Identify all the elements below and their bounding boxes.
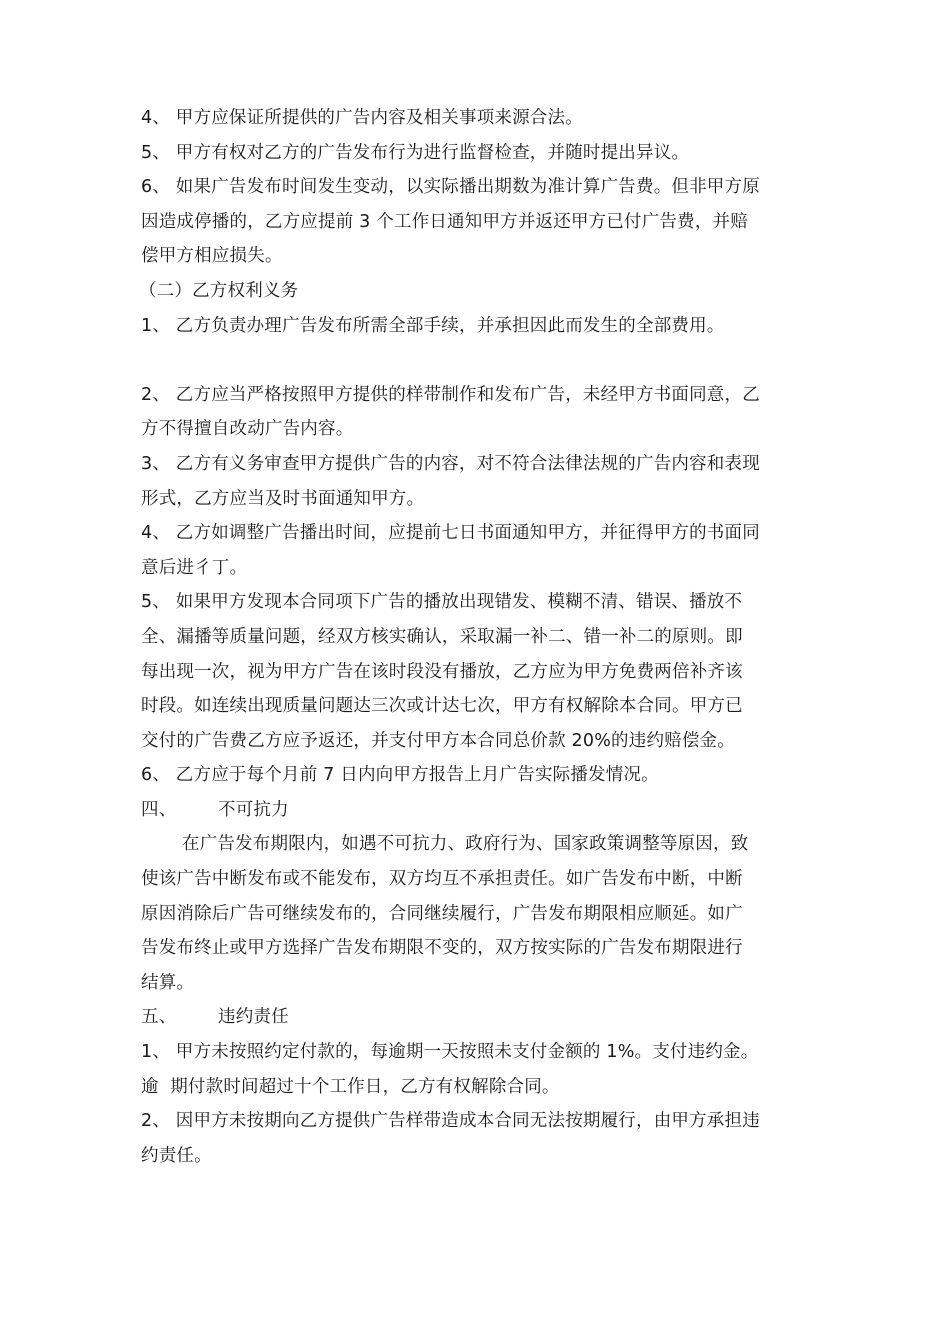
section-number: 四、: [141, 799, 177, 820]
clause-b5-line-3: 每出现一次，视为甲方广告在该时段没有播放，乙方应为甲方免费两倍补齐该: [141, 661, 743, 682]
clause-b5-line-2: 全、漏播等质量问题，经双方核实确认，采取漏一补二、错一补二的原则。即: [141, 626, 743, 647]
section-number: 五、: [141, 1007, 177, 1028]
force-majeure-line-2: 使该广告中断发布或不能发布，双方均互不承担责任。如广告发布中断，中断: [141, 869, 743, 890]
blank-line: [141, 343, 813, 378]
section-breach-liability-heading: [141, 1000, 813, 1035]
force-majeure-line-4: 告发布终止或甲方选择广告发布期限不变的，双方按实际的广告发布期限进行: [141, 938, 743, 959]
clause-b1-line: 1、 乙方负责办理广告发布所需全部手续，并承担因此而发生的全部费用。: [141, 315, 725, 336]
clause-a6-line-3: 偿甲方相应损失。: [141, 246, 283, 267]
clause-b6-line: 6、 乙方应于每个月前 7 日内向甲方报告上月广告实际播发情况。: [141, 765, 659, 786]
breach-2-line-2: 约责任。: [141, 1145, 212, 1166]
section-force-majeure-heading: [141, 793, 813, 828]
document-body: [141, 101, 813, 1173]
breach-2-line-1: 2、 因甲方未按期向乙方提供广告样带造成本合同无法按期履行，由甲方承担违: [141, 1111, 760, 1132]
clause-b2-line-2: 方不得擅自改动广告内容。: [141, 419, 354, 440]
section-title: 不可抗力: [218, 799, 289, 820]
clause-b4-line-1: 4、 乙方如调整广告播出时间，应提前七日书面通知甲方，并征得甲方的书面同: [141, 523, 760, 544]
force-majeure-line-5: 结算。: [141, 972, 195, 993]
section-title: 违约责任: [218, 1007, 289, 1028]
clause-b3-line-2: 形式，乙方应当及时书面通知甲方。: [141, 488, 425, 509]
clause-b3-line-1: 3、 乙方有义务审查甲方提供广告的内容，对不符合法律法规的广告内容和表现: [141, 453, 760, 474]
clause-a4-line: 4、 甲方应保证所提供的广告内容及相关事项来源合法。: [141, 108, 583, 128]
breach-1-line-1: 1、 甲方未按照约定付款的，每逾期一天按照未支付金额的 1%。支付违约金。: [141, 1042, 759, 1063]
force-majeure-line-3: 原因消除后广告可继续发布的，合同继续履行，广告发布期限相应顺延。如广: [141, 903, 743, 924]
clause-a6-line-1: 6、 如果广告发布时间发生变动，以实际播出期数为准计算广告费。但非甲方原: [141, 177, 760, 198]
clause-b5-line-4: 时段。如连续出现质量问题达三次或计达七次，甲方有权解除本合同。甲方已: [141, 696, 743, 717]
clause-b4-line-2: 意后进彳丁。: [141, 557, 248, 578]
clause-a5-line: 5、 甲方有权对乙方的广告发布行为进行监督检查，并随时提出异议。: [141, 142, 690, 163]
section-party-b-rights-heading: （二）乙方权利义务: [139, 280, 299, 301]
clause-b5-line-1: 5、 如果甲方发现本合同项下广告的播放出现错发、模糊不清、错误、播放不: [141, 592, 743, 613]
clause-b5-line-5: 交付的广告费乙方应予返还，并支付甲方本合同总价款 20%的违约赔偿金。: [141, 730, 735, 751]
force-majeure-line-1: 在广告发布期限内，如遇不可抗力、政府行为、国家政策调整等原因，致: [182, 834, 749, 855]
breach-1-line-2: 逾 期付款时间超过十个工作日，乙方有权解除合同。: [141, 1076, 560, 1097]
clause-b2-line-1: 2、 乙方应当严格按照甲方提供的样带制作和发布广告，未经甲方书面同意，乙: [141, 384, 760, 405]
clause-a6-line-2: 因造成停播的，乙方应提前 3 个工作日通知甲方并返还甲方已付广告费，并赔: [141, 211, 748, 232]
